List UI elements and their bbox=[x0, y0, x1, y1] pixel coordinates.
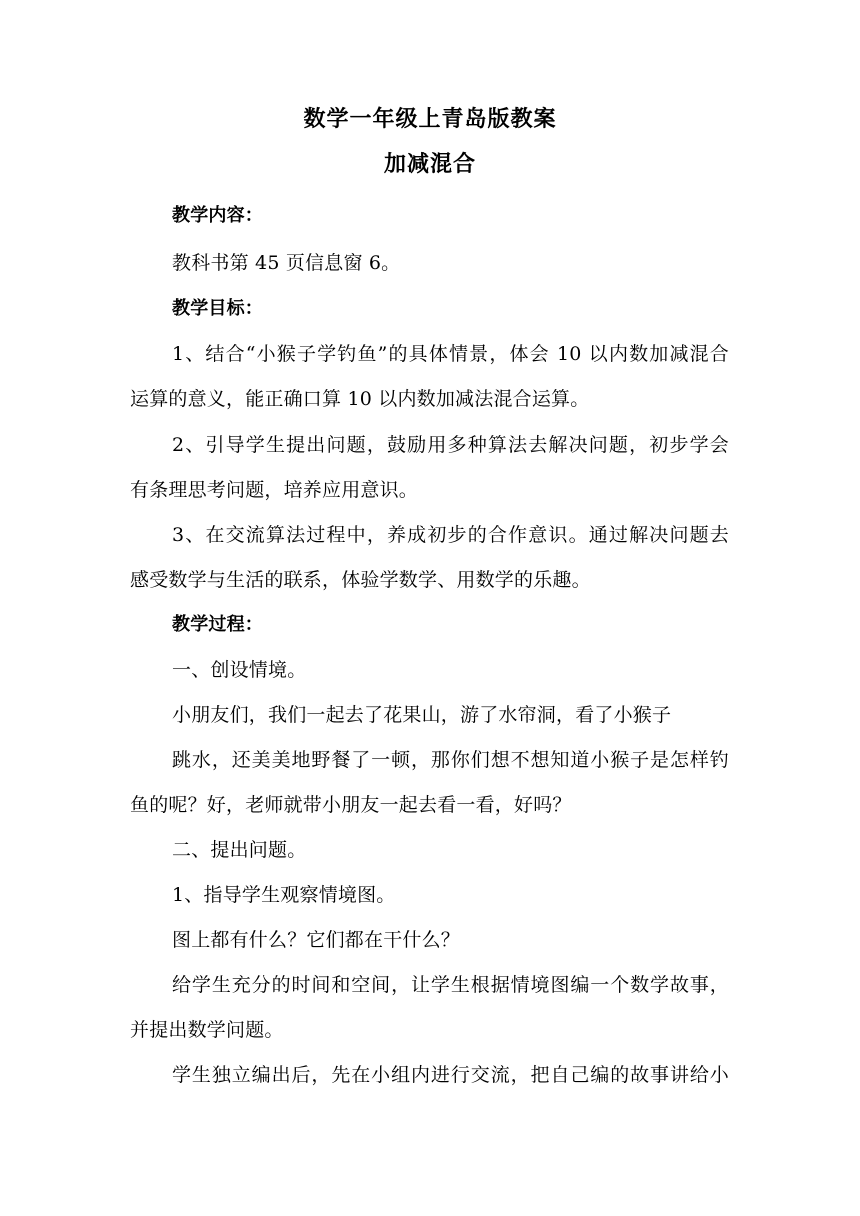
paragraph-line: 2、引导学生提出问题，鼓励用多种算法去解决问题，初步学会 bbox=[172, 434, 729, 456]
paragraph-line: 图上都有什么？它们都在干什么？ bbox=[172, 929, 461, 951]
paragraph-line: 1、指导学生观察情境图。 bbox=[172, 884, 396, 906]
document-title: 数学一年级上青岛版教案 bbox=[303, 107, 557, 132]
paragraph-line: 跳水，还美美地野餐了一顿，那你们想不想知道小猴子是怎样钓 bbox=[172, 749, 729, 771]
paragraph-line: 教科书第 45 页信息窗 6。 bbox=[172, 252, 401, 274]
paragraph-line: 感受数学与生活的联系，体验学数学、用数学的乐趣。 bbox=[130, 569, 591, 591]
paragraph-line: 3、在交流算法过程中，养成初步的合作意识。通过解决问题去 bbox=[172, 524, 729, 546]
section-heading-content: 教学内容： bbox=[172, 205, 263, 226]
section-heading-goals: 教学目标： bbox=[172, 298, 263, 319]
paragraph-line: 给学生充分的时间和空间，让学生根据情境图编一个数学故事， bbox=[172, 974, 729, 996]
document-subtitle: 加减混合 bbox=[383, 152, 476, 177]
section-heading-process: 教学过程： bbox=[172, 614, 263, 635]
paragraph-line: 学生独立编出后，先在小组内进行交流，把自己编的故事讲给小 bbox=[172, 1064, 729, 1086]
paragraph-line: 鱼的呢？好，老师就带小朋友一起去看一看，好吗？ bbox=[130, 794, 572, 816]
paragraph-line: 二、提出问题。 bbox=[172, 839, 307, 861]
paragraph-line: 小朋友们，我们一起去了花果山，游了水帘洞，看了小猴子 bbox=[172, 704, 672, 726]
paragraph-line: 1、结合“小猴子学钓鱼”的具体情景，体会 10 以内数加减混合 bbox=[172, 343, 729, 365]
paragraph-line: 有条理思考问题，培养应用意识。 bbox=[130, 479, 419, 501]
paragraph-line: 一、创设情境。 bbox=[172, 659, 307, 681]
paragraph-line: 并提出数学问题。 bbox=[130, 1019, 284, 1041]
paragraph-line: 运算的意义，能正确口算 10 以内数加减法混合运算。 bbox=[130, 388, 590, 410]
